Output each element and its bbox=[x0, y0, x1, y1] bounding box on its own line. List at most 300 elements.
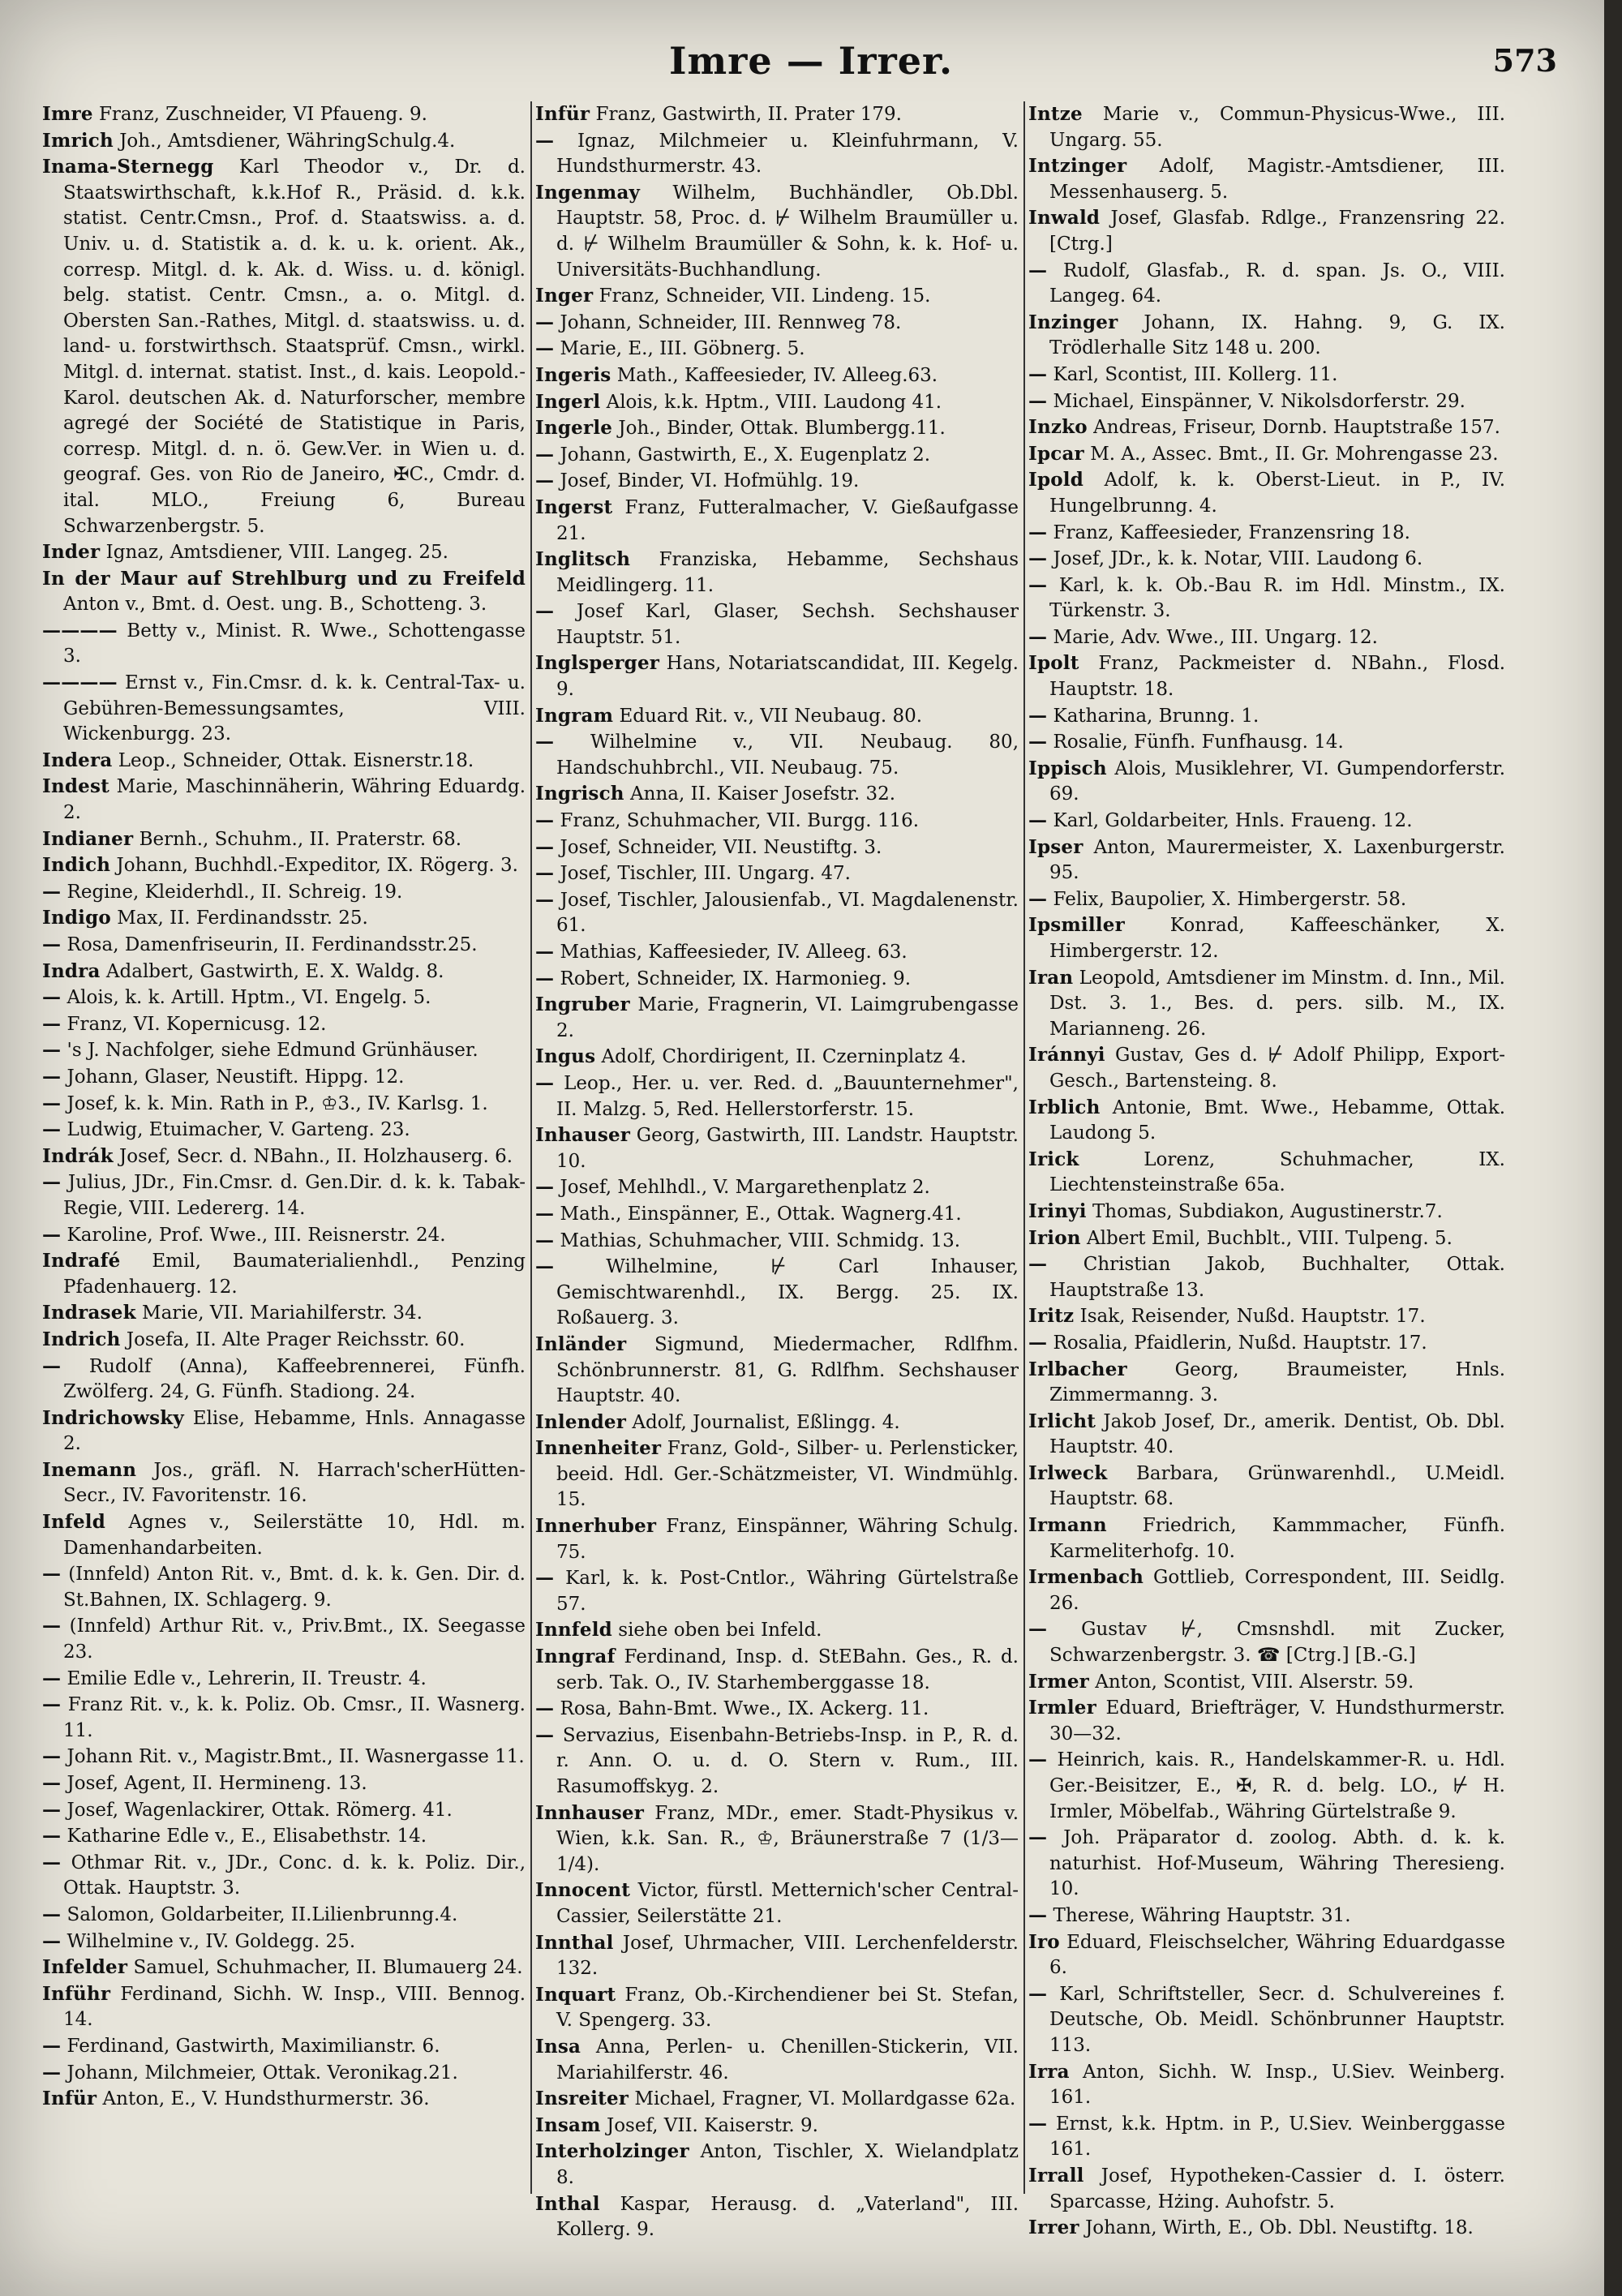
entry-surname: Irlbacher bbox=[1028, 1358, 1127, 1380]
entry-surname: — bbox=[42, 1118, 62, 1141]
directory-entry bbox=[1028, 1199, 1505, 1225]
directory-entry bbox=[42, 2060, 526, 2087]
directory-entry bbox=[535, 1254, 1019, 1332]
entry-surname: — bbox=[42, 1615, 62, 1637]
entry-surname: — bbox=[535, 470, 555, 492]
directory-entry bbox=[535, 1174, 1019, 1201]
entry-details: Georg, Gastwirth, III. Landstr. Hauptstr. 10. bbox=[556, 1125, 1019, 1172]
entry-details: Antonie, Bmt. Wwe., Hebamme, Ottak. Laudong 5. bbox=[1049, 1097, 1505, 1144]
entry-details: Josefa, II. Alte Prager Reichsstr. 60. bbox=[126, 1328, 466, 1350]
directory-entry bbox=[535, 2113, 1019, 2139]
entry-details: Thomas, Subdiakon, Augustinerstr.7. bbox=[1092, 1200, 1443, 1222]
entry-surname: Inquart bbox=[535, 1983, 616, 2006]
entry-surname: — bbox=[535, 1229, 555, 1251]
column-divider bbox=[1023, 101, 1025, 2194]
entry-details: Josef, Secr. d. NBahn., II. Holzhauserg. 6. bbox=[119, 1145, 513, 1167]
entry-details: Franz, Schneider, VII. Lindeng. 15. bbox=[599, 285, 931, 307]
directory-entry bbox=[535, 468, 1019, 495]
entry-surname: Ippisch bbox=[1028, 757, 1107, 779]
entry-details: Josef, Mehlhdl., V. Margarethenplatz 2. bbox=[560, 1177, 930, 1199]
directory-entry bbox=[535, 1723, 1019, 1800]
entry-details: Emilie Edle v., Lehrerin, II. Treustr. 4. bbox=[67, 1667, 427, 1689]
entry-details: Leop., Her. u. ver. Red. d. „Bauunternehmer", II. Malzg. 5, Red. Hellerstorferstr. 15. bbox=[556, 1072, 1019, 1120]
entry-surname: — bbox=[535, 1697, 555, 1720]
entry-details: Johann, Schneider, III. Rennweg 78. bbox=[560, 311, 902, 333]
directory-entry bbox=[1028, 205, 1505, 257]
entry-surname: — bbox=[1028, 259, 1048, 281]
entry-details: Gottlieb, Correspondent, III. Seidlg. 26. bbox=[1049, 1567, 1505, 1614]
entry-details: Adolf, k. k. Oberst-Lieut. in P., IV. Hungelbrunng. 4. bbox=[1049, 470, 1505, 517]
directory-entry bbox=[535, 1644, 1019, 1696]
directory-entry bbox=[535, 860, 1019, 887]
entry-surname: Insam bbox=[535, 2114, 601, 2136]
entry-details: Lorenz, Schuhmacher, IX. Liechtensteinstraße 65a. bbox=[1049, 1148, 1505, 1196]
directory-entry bbox=[1028, 1695, 1505, 1747]
directory-entry bbox=[1028, 2215, 1505, 2242]
entry-details: Ernst v., Fin.Cmsr. d. k. k. Central-Tax- u. Gebühren-Bemessungsamtes, VIII. Wickenburgg. 23. bbox=[63, 672, 526, 745]
directory-entry bbox=[535, 310, 1019, 337]
entry-details: Math., Einspänner, E., Ottak. Wagnerg.41. bbox=[560, 1203, 962, 1225]
directory-entry bbox=[1028, 1825, 1505, 1903]
entry-surname: Ingram bbox=[535, 704, 614, 727]
entry-surname: Ipcar bbox=[1028, 442, 1084, 465]
entry-details: Josef, Tischler, Jalousienfab., VI. Magdalenenstr. 61. bbox=[556, 889, 1019, 937]
entry-details: Anton, Tischler, X. Wielandplatz 8. bbox=[556, 2141, 1019, 2188]
entry-details: Max, II. Ferdinandsstr. 25. bbox=[117, 908, 368, 929]
entry-details: 's J. Nachfolger, siehe Edmund Grünhäuser. bbox=[67, 1040, 478, 1062]
directory-entry bbox=[42, 1037, 526, 1064]
entry-details: Barbara, Grünwarenhdl., U.Meidl. Hauptstr. 68. bbox=[1049, 1462, 1505, 1510]
entry-surname: Indrafé bbox=[42, 1250, 121, 1272]
directory-entry bbox=[535, 1982, 1019, 2034]
entry-details: Franz, Gastwirth, II. Prater 179. bbox=[595, 104, 902, 125]
entry-surname: — bbox=[1028, 1903, 1048, 1926]
entry-surname: — bbox=[535, 941, 555, 963]
entry-details: Rudolf, Glasfab., R. d. span. Js. O., VIII. Langeg. 64. bbox=[1049, 260, 1505, 307]
entry-surname: — bbox=[42, 1929, 62, 1952]
directory-entry bbox=[42, 1144, 526, 1170]
directory-entry bbox=[1028, 1251, 1505, 1303]
entry-surname: — bbox=[535, 129, 555, 152]
entry-details: Franz, Zuschneider, VI Pfaueng. 9. bbox=[98, 104, 427, 125]
directory-entry bbox=[42, 1300, 526, 1327]
entry-surname: Inlender bbox=[535, 1410, 627, 1433]
directory-entry bbox=[42, 154, 526, 539]
entry-details: (Innfeld) Arthur Rit. v., Priv.Bmt., IX. Seegasse 23. bbox=[63, 1616, 526, 1663]
entry-details: Ludwig, Etuimacher, V. Garteng. 23. bbox=[67, 1119, 410, 1141]
entry-details: Karl, k. k. Ob.-Bau R. im Hdl. Minstm., IX. Türkenstr. 3. bbox=[1049, 574, 1505, 622]
directory-entry bbox=[42, 670, 526, 748]
directory-entry bbox=[535, 1071, 1019, 1122]
entry-details: Anton, Maurermeister, X. Laxenburgerstr. 95. bbox=[1049, 836, 1505, 884]
directory-entry bbox=[535, 887, 1019, 939]
directory-entry bbox=[42, 1850, 526, 1902]
directory-entry bbox=[42, 2033, 526, 2060]
entry-surname: — bbox=[535, 888, 555, 911]
directory-entry bbox=[1028, 1513, 1505, 1564]
directory-entry bbox=[42, 1797, 526, 1824]
directory-entry bbox=[535, 1930, 1019, 1982]
entry-details: Franz, Einspänner, Währing Schulg. 75. bbox=[556, 1516, 1019, 1563]
directory-entry bbox=[1028, 362, 1505, 388]
entry-details: Eduard Rit. v., VII Neubaug. 80. bbox=[619, 705, 923, 727]
directory-entry bbox=[535, 1800, 1019, 1878]
entry-surname: Ingerst bbox=[535, 496, 613, 518]
entry-details: Ferdinand, Sichh. W. Insp., VIII. Bennog. 14. bbox=[63, 1983, 526, 2031]
directory-entry bbox=[42, 1613, 526, 1665]
directory-entry bbox=[535, 495, 1019, 547]
entry-surname: — bbox=[42, 1772, 62, 1794]
entry-details: Anton, E., V. Hundsthurmerstr. 36. bbox=[102, 2088, 430, 2110]
entry-surname: — bbox=[1028, 521, 1048, 543]
entry-details: Therese, Währing Hauptstr. 31. bbox=[1053, 1904, 1351, 1926]
entry-details: Wilhelm, Buchhändler, Ob.Dbl. Hauptstr. 58, Proc. d. ⊬ Wilhelm Braumüller u. d. ⊬ Wilhelm Braumüller & Sohn, k. k. Hof- u. Universitäts-Buchhandlung. bbox=[556, 182, 1019, 281]
directory-entry bbox=[535, 835, 1019, 861]
entry-details: Marie v., Commun-Physicus-Wwe., III. Ungarg. 55. bbox=[1049, 104, 1505, 151]
entry-surname: Infür bbox=[535, 103, 590, 125]
entry-details: Rosalie, Fünfh. Funfhausg. 14. bbox=[1053, 732, 1344, 753]
entry-surname: — bbox=[42, 1065, 62, 1088]
directory-entry bbox=[535, 1513, 1019, 1565]
entry-surname: Interholzinger bbox=[535, 2140, 689, 2163]
entry-details: Eduard, Briefträger, V. Hundsthurmerstr. 30—32. bbox=[1049, 1697, 1505, 1745]
entry-surname: — bbox=[535, 1255, 555, 1278]
entry-surname: — bbox=[1028, 704, 1048, 727]
directory-entry bbox=[535, 1201, 1019, 1228]
entry-details: Marie, VII. Mariahilferstr. 34. bbox=[142, 1302, 423, 1324]
directory-entry bbox=[1028, 729, 1505, 756]
entry-surname: Ingrisch bbox=[535, 783, 624, 805]
entry-surname: — bbox=[535, 311, 555, 333]
entry-surname: Ingenmay bbox=[535, 181, 641, 204]
entry-details: Albert Emil, Buchblt., VIII. Tulpeng. 5. bbox=[1087, 1227, 1453, 1249]
directory-entry bbox=[1028, 1095, 1505, 1147]
entry-details: Andreas, Friseur, Dornb. Hauptstraße 157. bbox=[1093, 417, 1500, 439]
entry-details: Josef Karl, Glaser, Sechsh. Sechshauser Hauptstr. 51. bbox=[556, 601, 1019, 648]
entry-surname: Ipser bbox=[1028, 835, 1083, 858]
entry-details: Jakob Josef, Dr., amerik. Dentist, Ob. Dbl. Hauptstr. 40. bbox=[1049, 1410, 1505, 1458]
directory-entry bbox=[535, 363, 1019, 389]
entry-details: Josef, Hypotheken-Cassier d. I. österr. Sparcasse, Hżing. Auhofstr. 5. bbox=[1049, 2165, 1505, 2212]
entry-details: Franz, Gold-, Silber- u. Perlensticker, beeid. Hdl. Ger.-Schätzmeister, VI. Windmühlg. 15. bbox=[556, 1438, 1019, 1511]
directory-entry bbox=[42, 1354, 526, 1405]
directory-entry bbox=[535, 128, 1019, 180]
directory-column-1 bbox=[42, 101, 526, 2275]
entry-surname: Irmann bbox=[1028, 1514, 1107, 1537]
directory-entry bbox=[535, 1565, 1019, 1617]
entry-details: Johann, Milchmeier, Ottak. Veronikag.21. bbox=[67, 2062, 458, 2084]
entry-details: Michael, Einspänner, V. Nikolsdorferstr. 29. bbox=[1053, 390, 1465, 412]
entry-surname: Ipold bbox=[1028, 469, 1084, 491]
entry-surname: Indrasek bbox=[42, 1302, 136, 1324]
entry-surname: Irrer bbox=[1028, 2217, 1079, 2239]
directory-entry bbox=[42, 748, 526, 775]
entry-details: Joh., Amtsdiener, WähringSchulg.4. bbox=[119, 130, 456, 152]
entry-details: Regine, Kleiderhdl., II. Schreig. 19. bbox=[67, 881, 403, 903]
entry-surname: ———— bbox=[42, 619, 118, 642]
entry-surname: — bbox=[535, 443, 555, 466]
entry-details: Sigmund, Miedermacher, Rdlfhm. Schönbrunnerstr. 81, G. Rdlfhm. Sechshauser Hauptstr. 40. bbox=[556, 1333, 1019, 1407]
directory-entry bbox=[535, 1044, 1019, 1071]
entry-surname: — bbox=[535, 600, 555, 623]
column-divider bbox=[530, 101, 532, 2194]
entry-details: siehe oben bei Infeld. bbox=[618, 1620, 822, 1642]
entry-surname: — bbox=[42, 986, 62, 1009]
entry-details: Elise, Hebamme, Hnls. Annagasse 2. bbox=[63, 1407, 526, 1455]
entry-details: Victor, fürstl. Metternich'scher Central-Cassier, Seilerstätte 21. bbox=[556, 1880, 1019, 1927]
entry-details: Emil, Baumaterialienhdl., Penzing Pfadenhauerg. 12. bbox=[63, 1251, 526, 1298]
entry-surname: — bbox=[42, 2061, 62, 2084]
entry-details: Leopold, Amtsdiener im Minstm. d. Inn., Mil. Dst. 3. 1., Bes. d. pers. silb. M., IX. Marianneng. 26. bbox=[1049, 967, 1505, 1040]
entry-details: Wilhelmine v., VII. Neubaug. 80, Handschuhbrchl., VII. Neubaug. 75. bbox=[556, 732, 1019, 779]
entry-details: Heinrich, kais. R., Handelskammer-R. u. Hdl. Ger.-Beisitzer, E., ✠, R. d. belg. LO., ⊬ H. Irmler, Möbelfab., Währing Gürtelstraße 9. bbox=[1049, 1749, 1505, 1822]
directory-entry bbox=[1028, 912, 1505, 964]
entry-surname: Irmenbach bbox=[1028, 1566, 1144, 1589]
entry-surname: — bbox=[42, 1798, 62, 1821]
entry-details: Robert, Schneider, IX. Harmonieg. 9. bbox=[560, 968, 912, 989]
entry-surname: Iritz bbox=[1028, 1305, 1075, 1328]
entry-details: Mathias, Kaffeesieder, IV. Alleeg. 63. bbox=[560, 942, 908, 963]
entry-surname: — bbox=[42, 1563, 62, 1586]
entry-surname: Insa bbox=[535, 2035, 581, 2058]
entry-details: Isak, Reisender, Nußd. Hauptstr. 17. bbox=[1079, 1306, 1426, 1328]
entry-surname: — bbox=[535, 967, 555, 989]
directory-entry bbox=[535, 1878, 1019, 1929]
entry-details: Ignaz, Amtsdiener, VIII. Langeg. 25. bbox=[105, 542, 448, 564]
entry-surname: — bbox=[42, 2034, 62, 2057]
entry-details: Josef, k. k. Min. Rath in P., ♔3., IV. Karlsg. 1. bbox=[67, 1092, 488, 1114]
directory-entry bbox=[1028, 2059, 1505, 2111]
directory-entry bbox=[42, 1405, 526, 1457]
entry-surname: Indrák bbox=[42, 1144, 114, 1167]
directory-entry bbox=[1028, 1147, 1505, 1199]
directory-entry bbox=[535, 650, 1019, 702]
entry-surname: Irmler bbox=[1028, 1697, 1096, 1719]
entry-details: Franz, Kaffeesieder, Franzensring 18. bbox=[1053, 521, 1410, 543]
entry-surname: Inder bbox=[42, 541, 101, 564]
directory-entry bbox=[1028, 1225, 1505, 1252]
entry-details: Samuel, Schuhmacher, II. Blumauerg 24. bbox=[133, 1957, 523, 1979]
entry-details: Josef, JDr., k. k. Notar, VIII. Laudong 6. bbox=[1053, 548, 1423, 570]
entry-surname: In der Maur auf Strehlburg und zu Freifeld bbox=[42, 567, 526, 590]
entry-surname: Irion bbox=[1028, 1226, 1081, 1249]
page-number: 573 bbox=[1492, 42, 1557, 79]
entry-surname: — bbox=[535, 1202, 555, 1225]
entry-details: Betty v., Minist. R. Wwe., Schottengasse 3. bbox=[63, 620, 526, 667]
directory-entry bbox=[42, 1902, 526, 1929]
entry-surname: Inthal bbox=[535, 2192, 600, 2215]
entry-details: Gustav ⊬, Cmsnshdl. mit Zucker, Schwarzenbergstr. 3. ☎ [Ctrg.] [B.-G.] bbox=[1049, 1619, 1505, 1667]
entry-surname: — bbox=[535, 337, 555, 360]
entry-surname: — bbox=[535, 731, 555, 753]
directory-entry bbox=[1028, 520, 1505, 547]
entry-surname: — bbox=[42, 1039, 62, 1062]
entry-details: Marie, Adv. Wwe., III. Ungarg. 12. bbox=[1053, 626, 1378, 648]
entry-details: Konrad, Kaffeeschänker, X. Himbergerstr. 12. bbox=[1049, 915, 1505, 962]
directory-entry bbox=[42, 879, 526, 906]
directory-entry bbox=[42, 1744, 526, 1770]
entry-details: Josef, Schneider, VII. Neustiftg. 3. bbox=[560, 836, 882, 858]
directory-entry bbox=[1028, 573, 1505, 624]
entry-surname: Innocent bbox=[535, 1879, 631, 1902]
entry-surname: Inama-Sternegg bbox=[42, 156, 214, 178]
entry-details: Anton, Sichh. W. Insp., U.Siev. Weinberg. 161. bbox=[1049, 2061, 1505, 2109]
entry-surname: — bbox=[1028, 809, 1048, 832]
directory-entry bbox=[535, 1696, 1019, 1723]
page-header bbox=[49, 39, 1573, 96]
entry-details: Julius, JDr., Fin.Cmsr. d. Gen.Dir. d. k. k. Tabak-Regie, VIII. Ledererg. 14. bbox=[63, 1172, 526, 1219]
directory-entry bbox=[535, 1617, 1019, 1644]
entry-details: Kaspar, Herausg. d. „Vaterland", III. Kollerg. 9. bbox=[556, 2193, 1019, 2241]
entry-details: Franz Rit. v., k. k. Poliz. Ob. Cmsr., II. Wasnerg. 11. bbox=[63, 1694, 526, 1741]
entry-details: Eduard, Fleischselcher, Währing Eduardgasse 6. bbox=[1049, 1931, 1505, 1979]
entry-surname: — bbox=[42, 1223, 62, 1246]
entry-surname: Inzko bbox=[1028, 416, 1088, 439]
entry-details: Johann, IX. Hahng. 9, G. IX. Trödlerhalle Sitz 148 u. 200. bbox=[1049, 311, 1505, 359]
directory-entry bbox=[42, 1327, 526, 1354]
entry-details: Josef, Agent, II. Hermineng. 13. bbox=[67, 1773, 367, 1794]
page-edge bbox=[1604, 0, 1622, 2296]
entry-surname: — bbox=[535, 809, 555, 832]
entry-details: Franz, Schuhmacher, VII. Burgg. 116. bbox=[560, 810, 920, 832]
entry-details: Marie, Fragnerin, VI. Laimgrubengasse 2. bbox=[556, 994, 1019, 1041]
entry-surname: — bbox=[42, 1171, 62, 1194]
directory-entry bbox=[535, 283, 1019, 310]
entry-surname: — bbox=[535, 1071, 555, 1094]
directory-entry bbox=[1028, 650, 1505, 702]
entry-surname: — bbox=[42, 880, 62, 903]
entry-details: Salomon, Goldarbeiter, II.Lilienbrunng.4. bbox=[67, 1903, 458, 1925]
directory-entry bbox=[1028, 1461, 1505, 1513]
entry-details: Servazius, Eisenbahn-Betriebs-Insp. in P., R. d. r. Ann. O. u. d. O. Stern v. Rum., III. Rasumoffskyg. 2. bbox=[556, 1724, 1019, 1797]
entry-details: Adolf, Journalist, Eßlingg. 4. bbox=[632, 1411, 900, 1433]
entry-details: Wilhelmine, ⊬ Carl Inhauser, Gemischtwarenhdl., IX. Bergg. 25. IX. Roßauerg. 3. bbox=[556, 1256, 1019, 1329]
entry-details: Christian Jakob, Buchhalter, Ottak. Hauptstraße 13. bbox=[1049, 1254, 1505, 1301]
entry-details: Marie, E., III. Göbnerg. 5. bbox=[560, 338, 805, 360]
directory-entry bbox=[42, 1117, 526, 1144]
entry-surname: — bbox=[1028, 1331, 1048, 1354]
entry-surname: — bbox=[1028, 547, 1048, 570]
entry-surname: Imre bbox=[42, 103, 93, 125]
entry-surname: Inzinger bbox=[1028, 311, 1118, 333]
entry-details: Katharina, Brunng. 1. bbox=[1053, 705, 1259, 727]
directory-entry bbox=[42, 539, 526, 566]
entry-surname: — bbox=[1028, 1618, 1048, 1641]
directory-entry bbox=[42, 1666, 526, 1693]
entry-details: Alois, k. k. Artill. Hptm., VI. Engelg. 5. bbox=[67, 987, 431, 1009]
entry-details: Katharine Edle v., E., Elisabethstr. 14. bbox=[67, 1826, 427, 1848]
entry-details: Rosalia, Pfaidlerin, Nußd. Hauptstr. 17. bbox=[1053, 1332, 1427, 1354]
directory-entry bbox=[535, 729, 1019, 781]
directory-entry bbox=[535, 1228, 1019, 1255]
entry-details: Georg, Braumeister, Hnls. Zimmermanng. 3. bbox=[1049, 1358, 1505, 1406]
directory-entry bbox=[1028, 388, 1505, 415]
entry-surname: Indra bbox=[42, 959, 101, 982]
entry-details: Josef, Binder, VI. Hofmühlg. 19. bbox=[560, 470, 860, 492]
entry-surname: — bbox=[42, 1354, 62, 1377]
directory-entry bbox=[535, 1410, 1019, 1436]
entry-details: Johann, Wirth, E., Ob. Dbl. Neustiftg. 18. bbox=[1085, 2217, 1474, 2239]
directory-entry bbox=[42, 101, 526, 128]
directory-entry bbox=[42, 852, 526, 879]
directory-entry bbox=[42, 1222, 526, 1249]
entry-surname: Iro bbox=[1028, 1930, 1060, 1953]
directory-entry bbox=[42, 618, 526, 670]
entry-details: Franz, Packmeister d. NBahn., Flosd. Hauptstr. 18. bbox=[1049, 653, 1505, 701]
entry-surname: Inglitsch bbox=[535, 548, 631, 571]
directory-entry bbox=[1028, 101, 1505, 153]
directory-entry bbox=[535, 808, 1019, 835]
entry-details: Joh., Binder, Ottak. Blumbergg.11. bbox=[618, 418, 946, 440]
entry-surname: — bbox=[535, 1176, 555, 1199]
entry-surname: Ingus bbox=[535, 1045, 596, 1068]
entry-details: Josef, Wagenlackirer, Ottak. Römerg. 41. bbox=[67, 1799, 453, 1821]
entry-details: Anna, II. Kaiser Josefstr. 32. bbox=[630, 783, 896, 805]
directory-entry bbox=[535, 599, 1019, 650]
entry-details: Rudolf (Anna), Kaffeebrennerei, Fünfh. Zwölferg. 24, G. Fünfh. Stadiong. 24. bbox=[63, 1355, 526, 1403]
entry-surname: Irinyi bbox=[1028, 1199, 1087, 1222]
entry-details: Franz, Ob.-Kirchendiener bei St. Stefan, V. Spengerg. 33. bbox=[556, 1984, 1019, 2032]
entry-details: Hans, Notariatscandidat, III. Kegelg. 9. bbox=[556, 653, 1019, 701]
entry-details: Franz, VI. Kopernicusg. 12. bbox=[67, 1013, 327, 1035]
directory-entry bbox=[1028, 756, 1505, 808]
entry-surname: — bbox=[1028, 2112, 1048, 2135]
entry-surname: — bbox=[42, 1851, 62, 1873]
directory-entry bbox=[42, 1509, 526, 1561]
directory-entry bbox=[1028, 1929, 1505, 1981]
entry-surname: Iran bbox=[1028, 966, 1074, 989]
directory-entry bbox=[42, 932, 526, 959]
entry-surname: Ipsmiller bbox=[1028, 914, 1125, 937]
entry-surname: Indera bbox=[42, 749, 113, 771]
entry-details: Josef, Uhrmacher, VIII. Lerchenfelderstr. 132. bbox=[556, 1932, 1019, 1980]
entry-surname: — bbox=[1028, 1253, 1048, 1276]
entry-details: Friedrich, Kammmacher, Fünfh. Karmeliterhofg. 10. bbox=[1049, 1515, 1505, 1562]
directory-entry bbox=[42, 985, 526, 1011]
entry-surname: — bbox=[535, 835, 555, 858]
directory-entry bbox=[535, 939, 1019, 966]
directory-entry bbox=[535, 2086, 1019, 2113]
entry-surname: Inngraf bbox=[535, 1646, 616, 1668]
entry-surname: — bbox=[1028, 1749, 1048, 1771]
directory-entry bbox=[535, 442, 1019, 469]
directory-entry bbox=[535, 547, 1019, 599]
entry-details: Anna, Perlen- u. Chenillen-Stickerin, VII. Mariahilferstr. 46. bbox=[556, 2036, 1019, 2084]
directory-entry bbox=[1028, 1903, 1505, 1929]
directory-entry bbox=[1028, 808, 1505, 835]
entry-surname: Ipolt bbox=[1028, 652, 1079, 675]
entry-surname: Irrall bbox=[1028, 2164, 1084, 2187]
entry-surname: Intze bbox=[1028, 103, 1083, 125]
entry-surname: — bbox=[535, 862, 555, 885]
directory-entry bbox=[1028, 1330, 1505, 1357]
entry-details: Josef, Tischler, III. Ungarg. 47. bbox=[560, 863, 851, 885]
directory-entry bbox=[42, 1955, 526, 1981]
entry-surname: Inemann bbox=[42, 1458, 137, 1481]
entry-details: Johann Rit. v., Magistr.Bmt., II. Wasnergasse 11. bbox=[67, 1746, 525, 1768]
directory-entry bbox=[535, 781, 1019, 808]
directory-entry bbox=[1028, 2111, 1505, 2163]
directory-entry bbox=[535, 1122, 1019, 1174]
entry-details: Karl, Scontist, III. Kollerg. 11. bbox=[1053, 363, 1338, 385]
entry-surname: Innfeld bbox=[535, 1619, 612, 1642]
directory-entry bbox=[42, 1981, 526, 2033]
entry-details: Karl, k. k. Post-Cntlor., Währing Gürtelstraße 57. bbox=[556, 1568, 1019, 1615]
directory-entry bbox=[535, 415, 1019, 442]
directory-entry bbox=[1028, 441, 1505, 468]
entry-surname: Indest bbox=[42, 775, 109, 798]
directory-entry bbox=[42, 826, 526, 853]
